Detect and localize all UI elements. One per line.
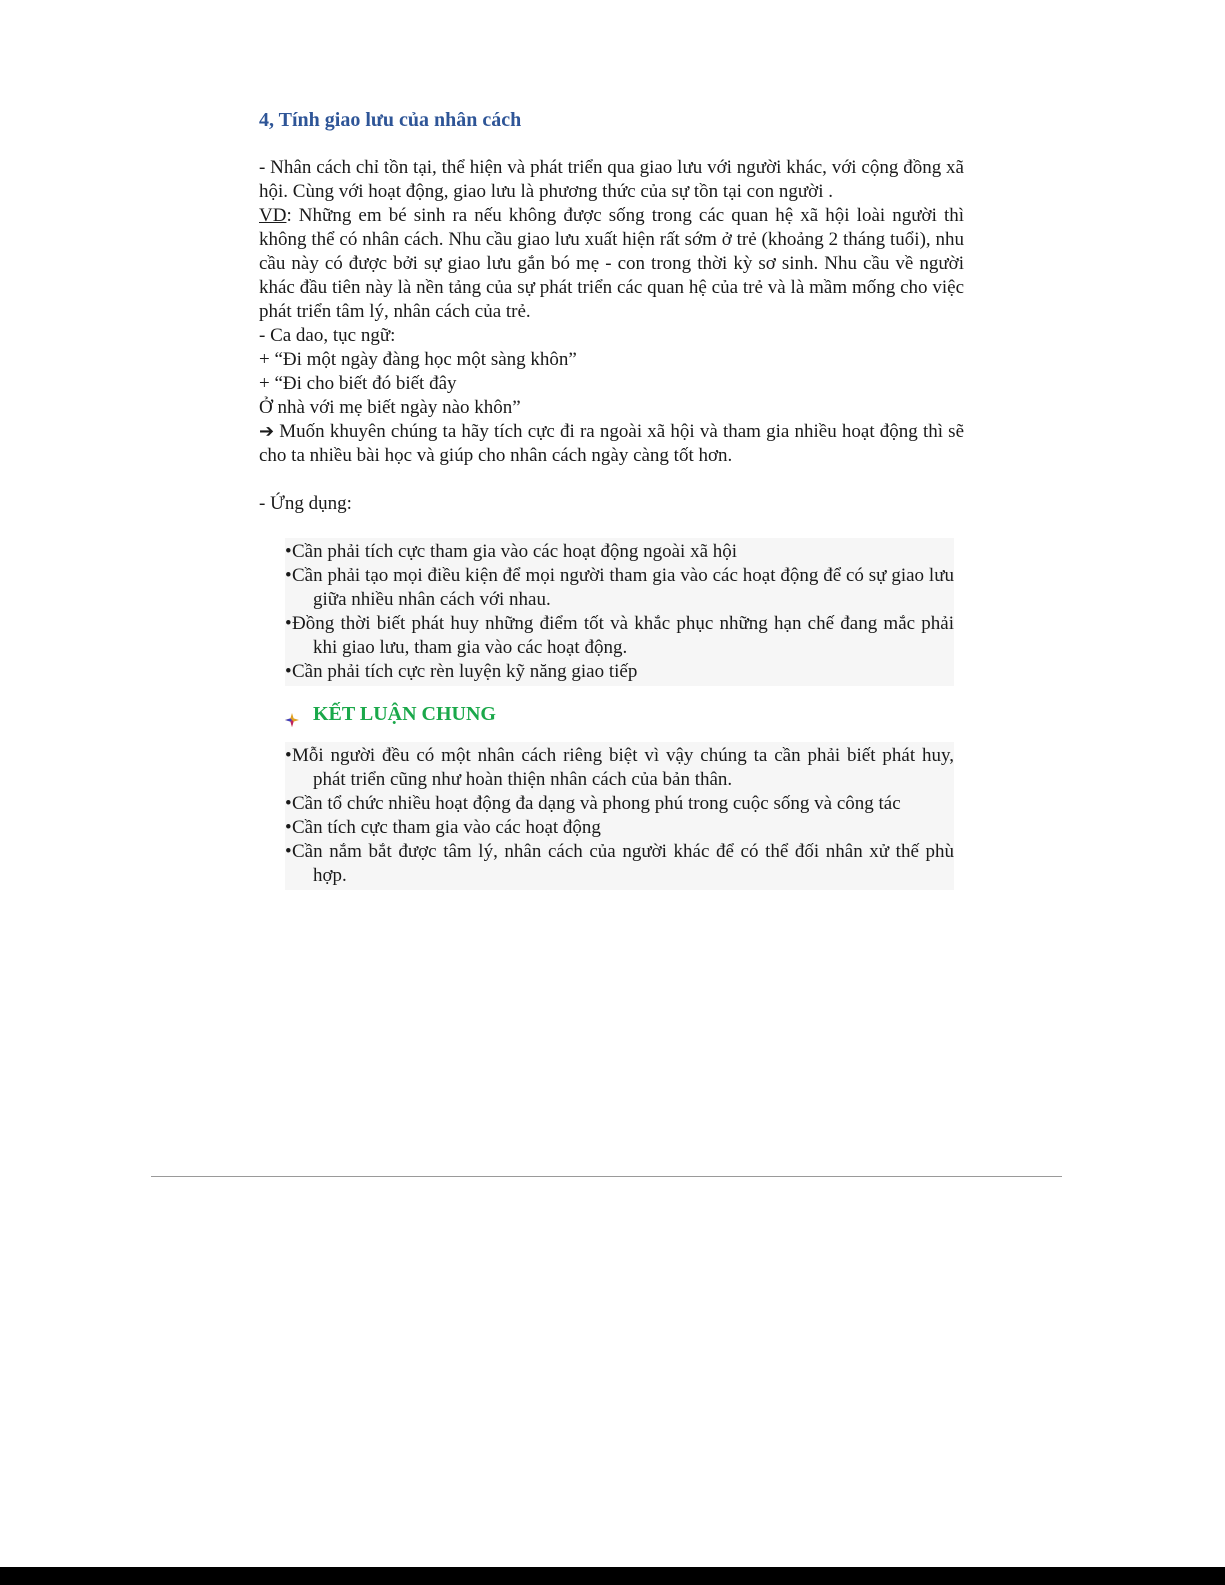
list-item: •Cần phải tích cực rèn luyện kỹ năng giao tiếp <box>285 661 638 682</box>
intro-paragraph: - Nhân cách chỉ tồn tại, thể hiện và phát triển qua giao lưu với người khác, với cộng đồng xã hội. Cùng với hoạt động, giao lưu là phương thức của sự tồn tại con người . <box>259 157 964 202</box>
application-list <box>285 538 954 686</box>
page-divider <box>151 1176 1062 1177</box>
conclusion-list <box>285 742 954 890</box>
conclusion-heading <box>285 700 964 728</box>
bottom-edge-bar <box>0 1567 1225 1585</box>
list-item: •Cần phải tạo mọi điều kiện để mọi người tham gia vào các hoạt động để có sự giao lưu giữa nhiều nhân cách với nhau. <box>285 565 954 610</box>
conclusion-title: KẾT LUẬN CHUNG <box>313 703 496 725</box>
list-item: •Cần tích cực tham gia vào các hoạt động <box>285 817 601 838</box>
arrow-right-icon: ➔ <box>259 421 275 442</box>
sparkle-bullet-icon <box>285 707 299 721</box>
application-label: - Ứng dụng: <box>259 493 352 514</box>
proverb-1: + “Đi một ngày đàng học một sàng khôn” <box>259 349 577 370</box>
list-item: •Cần phải tích cực tham gia vào các hoạt động ngoài xã hội <box>285 541 738 562</box>
list-item: •Đồng thời biết phát huy những điểm tốt và khắc phục những hạn chế đang mắc phải khi giao lưu, tham gia vào các hoạt động. <box>285 613 954 658</box>
proverb-2a: + “Đi cho biết đó biết đây <box>259 373 457 394</box>
proverb-2b: Ở nhà với mẹ biết ngày nào khôn” <box>259 397 521 418</box>
document-page <box>259 106 964 890</box>
list-item: •Cần nắm bắt được tâm lý, nhân cách của người khác để có thể đối nhân xử thế phù hợp. <box>285 841 954 886</box>
example-label: VD <box>259 205 287 226</box>
proverbs-label: - Ca dao, tục ngữ: <box>259 325 396 346</box>
section-title: 4, Tính giao lưu của nhân cách <box>259 109 522 131</box>
conclusion-paragraph <box>259 420 964 468</box>
list-item: •Mỗi người đều có một nhân cách riêng biệt vì vậy chúng ta cần phải biết phát huy, phát triển cũng như hoàn thiện nhân cách của bản thân. <box>285 745 954 790</box>
example-paragraph <box>259 204 964 324</box>
conclusion-text: Muốn khuyên chúng ta hãy tích cực đi ra ngoài xã hội và tham gia nhiều hoạt động thì sẽ cho ta nhiều bài học và giúp cho nhân cách ngày càng tốt hơn. <box>259 421 964 466</box>
example-text: : Những em bé sinh ra nếu không được sống trong các quan hệ xã hội loài người thì không thể có nhân cách. Nhu cầu giao lưu xuất hiện rất sớm ở trẻ (khoảng 2 tháng tuổi), nhu cầu này có được bởi sự giao lưu gắn bó mẹ - con trong thời kỳ sơ sinh. Nhu cầu về người khác đầu tiên này là nền tảng của sự phát triển các quan hệ của trẻ và là mầm mống cho việc phát triển tâm lý, nhân cách của trẻ. <box>259 205 964 322</box>
list-item: •Cần tổ chức nhiều hoạt động đa dạng và phong phú trong cuộc sống và công tác <box>285 793 901 814</box>
